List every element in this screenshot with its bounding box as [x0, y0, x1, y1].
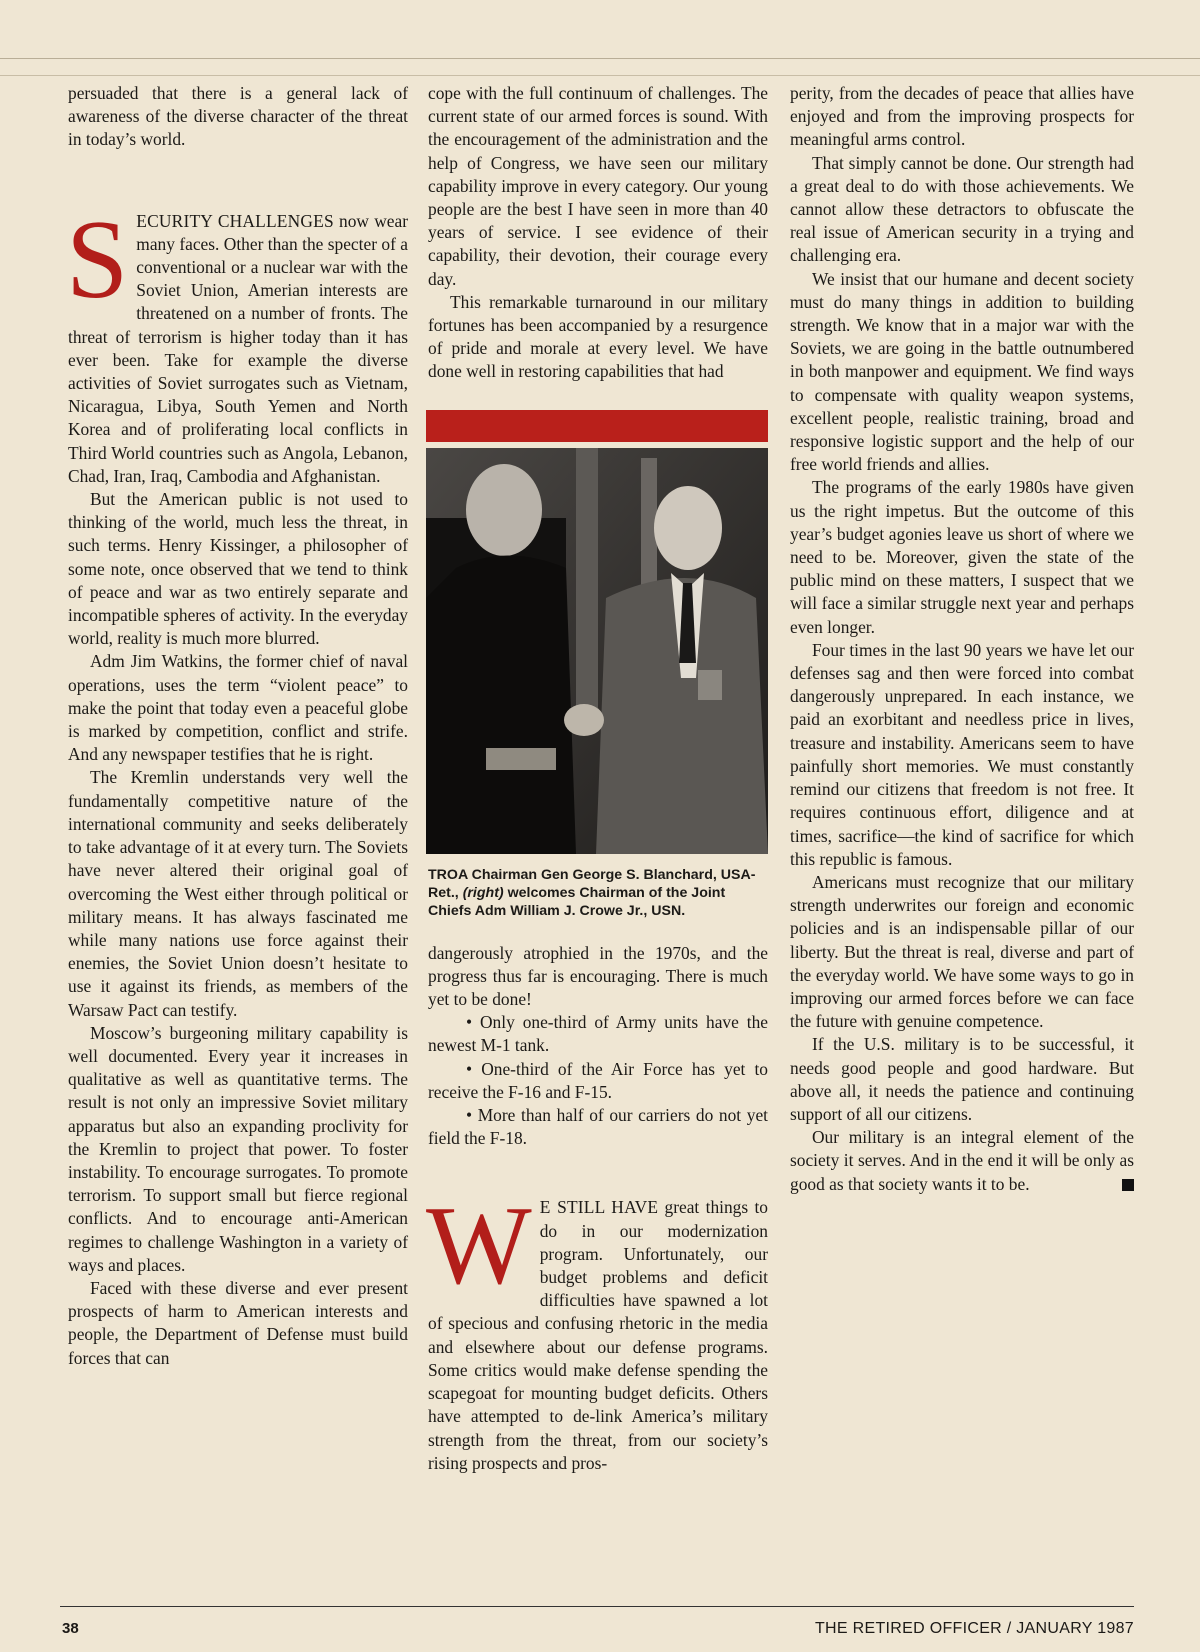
photo-two-officers-handshake — [426, 448, 768, 854]
section-we-still-have — [426, 1184, 768, 1474]
lead-in-caps: ECURITY CHALLENGES — [136, 210, 334, 231]
red-accent-bar — [426, 410, 768, 442]
paragraph: Americans must recognize that our military strength underwrites our foreign and economic policies and is an indispensable pillar of our liberty. But the threat is real, diverse and part of the everyday world. We have some ways to go in improving our armed forces before we can face the future with genuine competence. — [790, 871, 1134, 1032]
paragraph: Adm Jim Watkins, the former chief of naval operations, uses the term “violent peace” to make the point that today even a peaceful globe is marked by competition, conflict and strife. And any newspaper testifies that he is right. — [68, 651, 408, 765]
paragraph: But the American public is not used to thinking of the world, much less the threat, in such terms. Henry Kissinger, a philosopher of some note, once observed that we tend to think of peace and war as two entirely separate and incompatible spheres of activity. In the everyday world, reality is much more blurred. — [68, 489, 408, 649]
paragraph-text: Our military is an integral element of the society it serves. And in the end it will be only as good as that society wants it to be. — [790, 1127, 1134, 1194]
bullet-item: • One-third of the Air Force has yet to receive the F-16 and F-15. — [428, 1058, 768, 1102]
end-of-article-mark — [1122, 1179, 1134, 1191]
publication-title: THE RETIRED OFFICER / JANUARY 1987 — [814, 1620, 1134, 1637]
article-column-1 — [68, 82, 408, 1370]
paragraph-final — [790, 1126, 1134, 1196]
paragraph-text: now wear many faces. Other than the specter of a conventional or a nuclear war with the Soviet Union, Amerian interests are threatened on a number of fronts. The threat of terrorism is higher today than it has ever been. Take for example the diverse activities of Soviet surrogates such as Vietnam, Nicaragua, Libya, South Yemen and North Korea and of proliferating local conflicts in Third World countries such as Angola, Lebanon, Chad, Iran, Iraq, Cambodia and Afghanistan. — [68, 210, 409, 486]
caption-text: TROA Chairman Gen George S. Blanchard, USA-Ret., — [428, 866, 756, 901]
photo-caption — [428, 866, 768, 920]
drop-cap: W — [426, 1184, 532, 1309]
article-column-2 — [428, 82, 768, 1475]
header-rule — [0, 58, 1200, 76]
paragraph: cope with the full continuum of challenges. The current state of our armed forces is sound. With the encouragement of the administration and the help of Congress, we have seen our military capability improve in every category. Our young people are the best I have seen in more than 40 years of service. I see evidence of their capability, their devotion, their courage every day. — [428, 83, 768, 289]
section-security-challenges — [66, 197, 409, 488]
paragraph: Four times in the last 90 years we have let our defenses sag and then were forced into combat dangerously unprepared. In each instance, we paid an exorbitant and needless price in lives, treasure and instability. Americans seem to have painfully short memories. We must constantly remind our citizens that freedom is not free. It requires continuous effort, diligence and at times, sacrifice—the kind of sacrifice for which this republic is famous. — [790, 639, 1134, 869]
paragraph-text: great things to do in our modernization program. Unfortunately, our budget problems and deficit difficulties have spawned a lot of specious and confusing rhetoric in the media and elsewhere about our defense programs. Some critics would make defense spending the scapegoat for mounting budget deficits. Others have attempted to de-link America’s military strength from the threat, from our society’s rising prospects and pros- — [428, 1197, 768, 1473]
bullet-item: • Only one-third of Army units have the newest M-1 tank. — [428, 1012, 768, 1056]
bullet-item: • More than half of our carriers do not yet field the F-18. — [428, 1105, 768, 1149]
paragraph: persuaded that there is a general lack of awareness of the diverse character of the threat in today’s world. — [68, 83, 408, 150]
paragraph: That simply cannot be done. Our strength had a great deal to do with those achievements. We cannot allow these detractors to obfuscate the real issue of American security in a trying and challenging era. — [790, 152, 1134, 266]
footer-rule — [60, 1606, 1134, 1607]
article-column-3 — [790, 82, 1134, 1196]
paragraph: This remarkable turnaround in our military fortunes has been accompanied by a resurgence of pride and morale at every level. We have done well in restoring capabilities that had — [428, 291, 768, 382]
caption-position: (right) — [462, 884, 504, 901]
paragraph: If the U.S. military is to be successful, it needs good people and good hardware. But above all, it needs the patience and continuing support of all our citizens. — [790, 1034, 1134, 1124]
paragraph: The Kremlin understands very well the fundamentally competitive nature of the international community and seeks deliberately to take advantage of it at every turn. The Soviets have never altered their original goal of overcoming the West either through political or military means. It has always fascinated me while many nations use force against their enemies, the Soviet Union doesn’t hesitate to use it against its friends, as members of the Warsaw Pact can testify. — [68, 767, 408, 1020]
photo-illustration — [426, 448, 768, 854]
paragraph: dangerously atrophied in the 1970s, and the progress thus far is encouraging. There is much yet to be done! — [428, 942, 768, 1010]
paragraph: The programs of the early 1980s have given us the right impetus. But the outcome of this year’s budget agonies leave us short of where we need to be. Moreover, given the state of the public mind on these matters, I suspect that we will face a similar struggle next year and perhaps even longer. — [790, 477, 1134, 637]
paragraph: We insist that our humane and decent society must do many things in addition to building strength. We know that in a major war with the Soviets, we are going in the battle outnumbered in both manpower and equipment. We find ways to compensate with quality weapon systems, excellent people, realistic training, broad and responsive logistic support and the help of our free world friends and allies. — [790, 268, 1134, 475]
page-number: 38 — [62, 1620, 79, 1637]
paragraph: perity, from the decades of peace that allies have enjoyed and from the improving prospects for meaningful arms control. — [790, 83, 1134, 150]
caption-text: welcomes Chairman of the Joint Chiefs Adm William J. Crowe Jr., USN. — [428, 884, 726, 919]
lead-in-caps: E STILL HAVE — [539, 1197, 659, 1218]
paragraph: Moscow’s burgeoning military capability is well documented. Every year it increases in qualitative as well as quantitative terms. The result is not only an impressive Soviet military apparatus but also an expanding proclivity for the Kremlin to project that power. To foster instability. To encourage surrogates. To promote terrorism. To support small but fierce regional conflicts. And to encourage anti-American regimes to challenge Washington in a variety of ways and places. — [68, 1022, 408, 1275]
paragraph: Faced with these diverse and ever present prospects of harm to American interests and people, the Department of Defense must build forces that can — [68, 1277, 408, 1368]
photo-figure — [428, 410, 768, 920]
drop-cap: S — [66, 197, 129, 322]
